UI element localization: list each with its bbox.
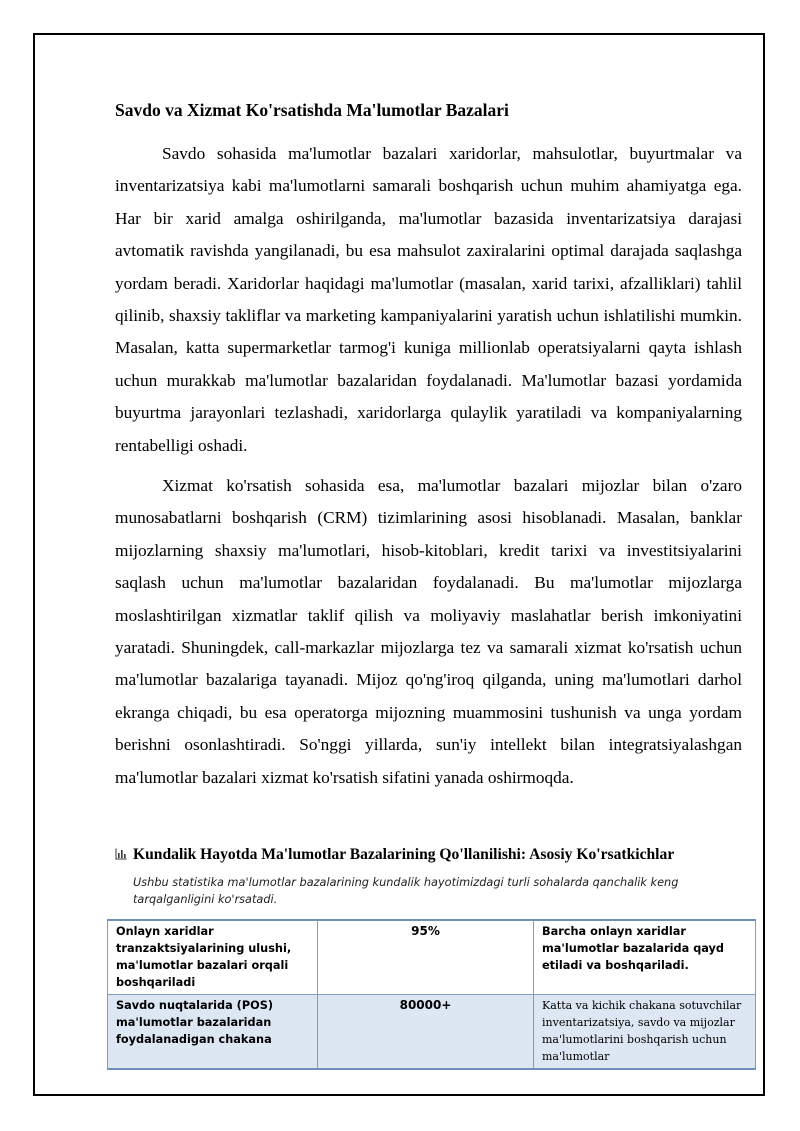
paragraph-services: Xizmat ko'rsatish sohasida esa, ma'lumotlar bazalari mijozlar bilan o'zaro munosabatlarni boshqarish (CRM) tizimlarining asosi hisoblanadi. Masalan, banklar mijozlarning shaxsiy ma'lumotlari, hisob-kitoblari, kredit tarixi va investitsiyalarini saqlash uchun ma'lumotlar bazalaridan foydalanadi. Bu ma'lumotlar mijozlarga moslashtirilgan xizmatlar taklif qilish va moliyaviy maslahatlar berish imkoniyatini yaratadi. Shuningdek, call-markazlar mijozlarga tez va samarali xizmat ko'rsatish uchun ma'lumotlar bazalariga tayanadi. Mijoz qo'ng'iroq qilganda, uning ma'lumotlari darhol ekranga chiqadi, bu esa operatorga mijozning muammosini tushunish va unga yordam berishni osonlashtiradi. So'nggi yillarda, sun'iy intellekt bilan integratsiyalashgan ma'lumotlar bazalari xizmat ko'rsatish sifatini yanada oshirmoqda. (115, 476, 742, 787)
bar-chart-icon (115, 847, 127, 859)
stats-heading (115, 846, 674, 864)
stat-label: Onlayn xaridlar tranzaktsiyalarining ulushi, ma'lumotlar bazalari orqali boshqariladi (108, 920, 318, 995)
stat-description: Barcha onlayn xaridlar ma'lumotlar bazalarida qayd etiladi va boshqariladi. (534, 920, 756, 995)
stats-subtitle: Ushbu statistika ma'lumotlar bazalarining kundalik hayotimizdagi turli sohalarda qanchalik keng tarqalganligini ko'rsatadi. (133, 876, 679, 906)
paragraph-trade: Savdo sohasida ma'lumotlar bazalari xaridorlar, mahsulotlar, buyurtmalar va inventarizatsiya kabi ma'lumotlarni samarali boshqarish uchun muhim ahamiyatga ega. Har bir xarid amalga oshirilganda, ma'lumotlar bazasida inventarizatsiya darajasi avtomatik ravishda yangilanadi, bu esa mahsulot zaxiralarini optimal darajada saqlashga yordam beradi. Xaridorlar haqidagi ma'lumotlar (masalan, xarid tarixi, afzalliklari) tahlil qilinib, shaxsiy takliflar va marketing kampaniyalarini yaratish uchun ishlatilishi mumkin. Masalan, katta supermarketlar tarmog'i kuniga millionlab operatsiyalarni qayta ishlash uchun murakkab ma'lumotlar bazalaridan foydalanadi. Ma'lumotlar bazasi yordamida buyurtma jarayonlari tezlashadi, xaridorlarga qulaylik yaratiladi va kompaniyalarning rentabelligi oshadi. (115, 144, 742, 455)
table-row (108, 920, 756, 995)
document-title: Savdo va Xizmat Ko'rsatishda Ma'lumotlar Bazalari (115, 100, 509, 120)
table-row (108, 995, 756, 1070)
stat-value: 95% (318, 920, 534, 995)
stats-heading-text: Kundalik Hayotda Ma'lumotlar Bazalarining Qo'llanilishi: Asosiy Ko'rsatkichlar (133, 846, 675, 863)
stat-value: 80000+ (318, 995, 534, 1070)
stat-label: Savdo nuqtalarida (POS) ma'lumotlar bazalaridan foydalanadigan chakana (108, 995, 318, 1070)
stat-description: Katta va kichik chakana sotuvchilar inventarizatsiya, savdo va mijozlar ma'lumotlarini boshqarish uchun ma'lumotlar (534, 995, 756, 1070)
stats-table (107, 919, 756, 1070)
